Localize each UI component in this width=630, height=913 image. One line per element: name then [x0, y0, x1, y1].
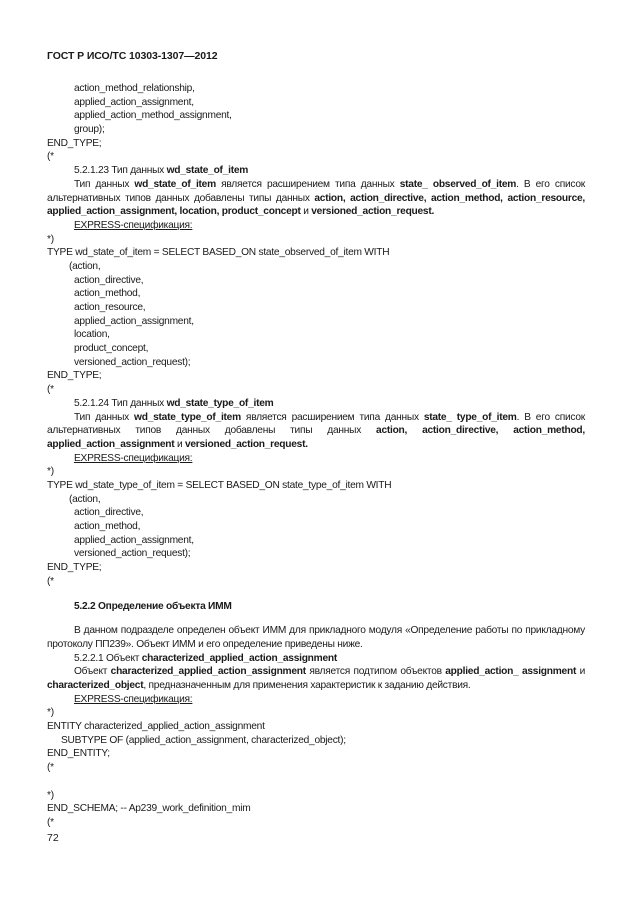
code-line: action_method_relationship,	[74, 83, 195, 94]
code-line: END_TYPE;	[47, 137, 102, 149]
page-header: ГОСТ Р ИСО/ТС 10303-1307—2012	[47, 50, 218, 62]
section-paragraph: В данном подразделе определен объект ИММ для прикладного модуля «Определение работы по прикладному протоколу ПП239». Объект ИММ и его определение приведены ниже.	[47, 625, 585, 650]
code-line: action_directive,	[74, 274, 144, 286]
spacer	[47, 613, 585, 624]
code-line: action_directive,	[74, 507, 144, 519]
code-line: product_concept,	[74, 343, 149, 355]
express-label: EXPRESS-спецификация:	[74, 219, 193, 231]
section-paragraph: Тип данных wd_state_of_item является расширением типа данных state_ observed_of_item. В его список альтернативных типов данных добавлены типы данных action, action_directive, action_method, action_resource, applied_action_assignment, location, product_concept и versioned_action_request.	[47, 178, 585, 218]
comment-close: *)	[47, 233, 54, 245]
code-line: action_resource,	[74, 302, 146, 314]
code-line: action_method,	[74, 288, 141, 300]
section-heading: 5.2.2 Определение объекта ИММ	[74, 600, 232, 612]
comment-open: (*	[47, 151, 54, 163]
section-heading: 5.2.1.23 Тип данных wd_state_of_item	[74, 165, 249, 177]
express-label: EXPRESS-спецификация:	[74, 452, 193, 464]
code-line: applied_action_assignment,	[74, 534, 194, 546]
comment-close: *)	[47, 707, 54, 719]
code-line: location,	[74, 329, 110, 341]
code-line: applied_action_method_assignment,	[74, 110, 232, 122]
spacer	[47, 589, 585, 600]
comment-open: (*	[47, 575, 54, 587]
code-line: SUBTYPE OF (applied_action_assignment, characterized_object);	[61, 734, 346, 746]
code-line: ENTITY characterized_applied_action_assignment	[47, 721, 265, 733]
code-line: versioned_action_request);	[74, 548, 191, 560]
code-line: action_method,	[74, 521, 141, 533]
code-line: (action,	[69, 260, 101, 272]
code-line: TYPE wd_state_of_item = SELECT BASED_ON state_observed_of_item WITH	[47, 247, 390, 259]
comment-close: *)	[47, 466, 54, 478]
code-line: applied_action_assignment,	[74, 315, 194, 327]
comment-open: (*	[47, 762, 54, 774]
comment-open: (*	[47, 816, 54, 828]
page-number: 72	[47, 832, 59, 844]
spacer	[47, 775, 585, 789]
code-line: (action,	[69, 493, 101, 505]
comment-open: (*	[47, 384, 54, 396]
code-line: END_SCHEMA; -- Ap239_work_definition_mim	[47, 803, 251, 815]
express-label: EXPRESS-спецификация:	[74, 693, 193, 705]
code-line: group);	[74, 124, 105, 136]
comment-close: *)	[47, 789, 54, 801]
code-line: applied_action_assignment,	[74, 96, 194, 108]
section-paragraph: Объект characterized_applied_action_assignment является подтипом объектов applied_action_ assignment и characterized_object, предназначенным для применения характеристик к заданию действия.	[47, 666, 586, 692]
code-line: TYPE wd_state_type_of_item = SELECT BASED_ON state_type_of_item WITH	[47, 480, 392, 492]
code-line: versioned_action_request);	[74, 356, 191, 368]
section-paragraph: Тип данных wd_state_type_of_item является расширением типа данных state_ type_of_item. В его список альтернативных типов данных добавлены типы данных action, action_directive, action_method, applied_action_assignment и versioned_action_request.	[47, 411, 586, 450]
page-content	[47, 82, 585, 830]
code-line: END_ENTITY;	[47, 748, 110, 760]
section-heading: 5.2.2.1 Объект characterized_applied_action_assignment	[74, 652, 337, 664]
section-heading: 5.2.1.24 Тип данных wd_state_type_of_item	[74, 397, 274, 409]
code-line: END_TYPE;	[47, 562, 102, 574]
code-line: END_TYPE;	[47, 370, 102, 382]
